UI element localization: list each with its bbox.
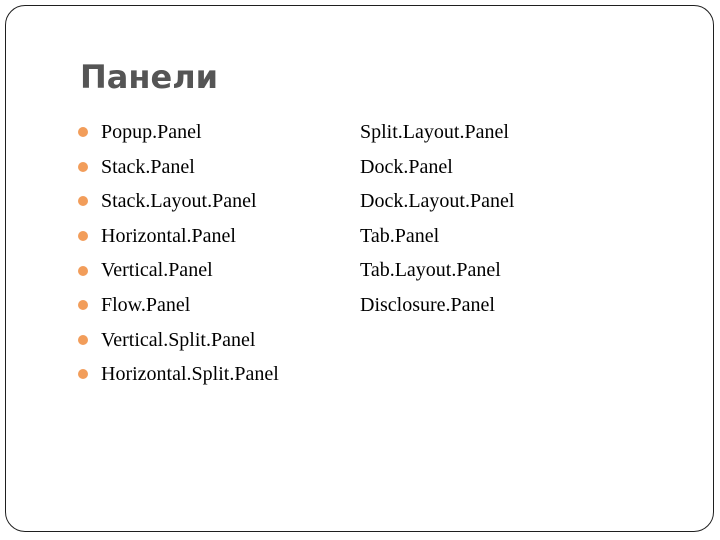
bullet-icon (78, 162, 88, 172)
list-item (76, 184, 279, 219)
list-item (76, 150, 279, 185)
list-item: Dock.Panel (360, 155, 453, 178)
list-item (76, 219, 279, 254)
bullet-icon (78, 335, 88, 345)
list-item-label: Popup.Panel (101, 121, 202, 143)
list-item-label: Vertical.Split.Panel (101, 328, 256, 351)
list-item: Tab.Panel (360, 224, 440, 247)
list-item (76, 323, 279, 358)
slide-title: Панели (80, 58, 219, 96)
list-item: Dock.Layout.Panel (360, 190, 515, 213)
bullet-icon (78, 266, 88, 276)
list-item-label: Stack.Layout.Panel (101, 190, 257, 213)
list-item: Split.Layout.Panel (360, 121, 509, 143)
bullet-icon (78, 127, 88, 137)
bullet-icon (78, 196, 88, 206)
right-text-list (360, 115, 514, 323)
list-item-label: Vertical.Panel (101, 259, 213, 282)
list-item-label: Horizontal.Split.Panel (101, 363, 279, 386)
list-item (76, 115, 279, 150)
list-item (76, 288, 279, 323)
left-bullet-list (76, 115, 279, 392)
bullet-icon (78, 231, 88, 241)
list-item: Tab.Layout.Panel (360, 259, 501, 282)
list-item-label: Horizontal.Panel (101, 224, 236, 247)
list-item: Disclosure.Panel (360, 293, 495, 316)
list-item (76, 253, 279, 288)
list-item (76, 357, 279, 392)
list-item-label: Flow.Panel (101, 293, 191, 316)
list-item-label: Stack.Panel (101, 155, 195, 178)
bullet-icon (78, 369, 88, 379)
bullet-icon (78, 300, 88, 310)
